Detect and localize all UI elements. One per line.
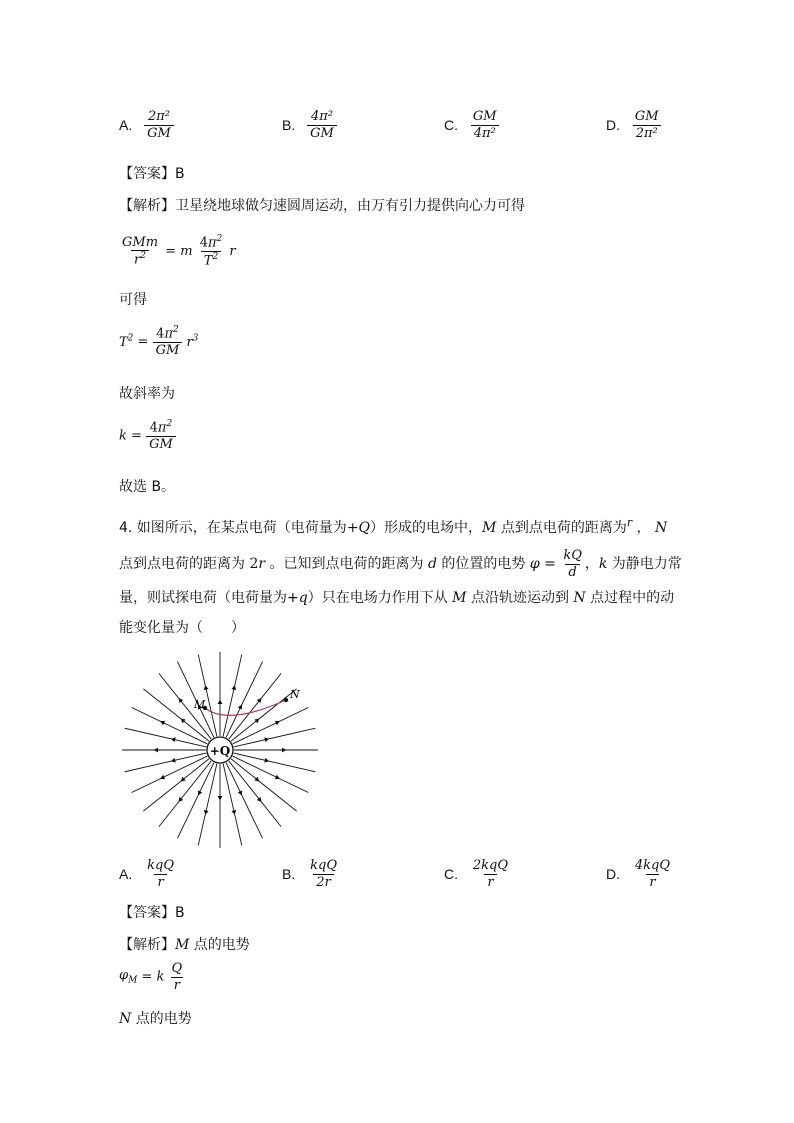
field-arrow — [154, 748, 159, 753]
field-arrow — [171, 737, 176, 742]
q3-option-b: B. $\frac{\text{4π²}}{GM}$ — [282, 110, 337, 140]
option-numerator: 2π² — [147, 109, 170, 124]
equation-gravity: $\frac{\text{GMm}}{r^2}$ = m $\frac{4\pi^2}{T^2}$ r — [122, 234, 236, 269]
point-n-label: N — [290, 688, 300, 701]
option-numerator: GM — [634, 109, 659, 124]
q3-option-c: C. $\frac{GM}{\text{4π²}}$ — [444, 110, 500, 140]
field-line — [231, 759, 297, 811]
q4-stem — [119, 512, 699, 642]
option-denominator: GM — [307, 125, 337, 141]
option-denominator: 4π² — [471, 125, 499, 141]
q4-option-c: C. $\frac{\text{2kqQ}}{r}$ — [444, 859, 511, 889]
equation-period: $T^2$ = $\frac{4\pi^2}{GM}$ $r^3$ — [119, 325, 199, 358]
point-m-label: M — [194, 698, 206, 711]
field-arrow — [171, 758, 176, 763]
q4-line-2: 点到点电荷的距离为 2r 。已知到点电荷的距离为 d 的位置的电势 φ = $\frac{kQ}{d}$ ，k 为静电力常 — [119, 547, 682, 580]
field-arrow — [204, 685, 209, 690]
electric-field-figure — [118, 650, 322, 850]
option-numerator: GM — [472, 109, 497, 124]
q4-option-a: A. $\frac{\text{kqQ}}{r}$ — [119, 859, 177, 889]
q4-analysis: 【解析】M 点的电势 — [119, 937, 250, 953]
charge-label: +Q — [209, 744, 231, 758]
field-line — [229, 673, 281, 739]
field-line — [143, 759, 209, 811]
q3-analysis: 【解析】卫星绕地球做匀速圆周运动，由万有引力提供向心力可得 — [119, 198, 525, 214]
q4-n-text: N 点的电势 — [119, 1011, 192, 1027]
field-arrow — [181, 777, 186, 782]
equation-potential-m: $\varphi_M = k$ $\frac{Q}{r}$ — [119, 961, 183, 993]
field-line — [143, 689, 209, 741]
q4-line-4: 能变化量为（ ） — [119, 620, 245, 636]
q3-slope-text: 故斜率为 — [119, 386, 175, 402]
field-arrow — [231, 685, 236, 690]
field-arrow — [218, 700, 223, 705]
q3-conclusion: 故选 B。 — [119, 479, 176, 495]
q4-option-d: D. $\frac{\text{4kqQ}}{r}$ — [606, 859, 673, 889]
q4-answer: 【答案】B — [119, 905, 185, 921]
field-arrow — [179, 797, 184, 802]
q4-line-3: 量，则试探电荷（电荷量为+q）只在电场力作用下从 M 点沿轨迹运动到 N 点过程中的动 — [119, 590, 675, 606]
point-n-dot — [284, 698, 288, 702]
option-denominator: r — [484, 874, 496, 890]
trajectory — [205, 700, 286, 715]
field-arrow — [254, 777, 259, 782]
field-arrow — [257, 797, 262, 802]
field-arrow — [179, 698, 184, 703]
q3-keyi: 可得 — [119, 292, 147, 308]
field-arrow — [254, 719, 259, 724]
q3-answer: 【答案】B — [119, 166, 185, 182]
field-line — [159, 761, 211, 827]
option-denominator: r — [154, 874, 166, 890]
option-denominator: 2π² — [633, 125, 661, 141]
q3-option-a: A. $\frac{\text{2π²}}{GM}$ — [119, 110, 174, 140]
option-denominator: r — [646, 874, 658, 890]
field-arrow — [257, 698, 262, 703]
q4-line-1: 4. 如图所示，在某点电荷（电荷量为+Q）形成的电场中，M 点到点电荷的距离为$^r$ ， N — [119, 516, 668, 536]
field-arrow — [264, 758, 269, 763]
q4-option-b: B. $\frac{\text{kqQ}}{2r}$ — [282, 859, 340, 889]
equation-slope: k = $\frac{4\pi^2}{GM}$ — [119, 420, 176, 452]
field-arrow — [231, 810, 236, 815]
option-numerator: 2kqQ — [472, 858, 509, 873]
option-numerator: 4π² — [310, 109, 333, 124]
field-arrow — [218, 796, 223, 801]
option-numerator: kqQ — [310, 858, 337, 873]
option-numerator: 4kqQ — [634, 858, 671, 873]
q3-option-d: D. $\frac{GM}{\text{2π²}}$ — [606, 110, 662, 140]
field-arrow — [264, 737, 269, 742]
option-denominator: GM — [144, 125, 174, 141]
field-arrow — [282, 748, 287, 753]
option-denominator: 2r — [313, 874, 334, 890]
field-arrow — [181, 719, 186, 724]
field-arrow — [204, 810, 209, 815]
field-line — [229, 761, 281, 827]
option-numerator: kqQ — [147, 858, 174, 873]
